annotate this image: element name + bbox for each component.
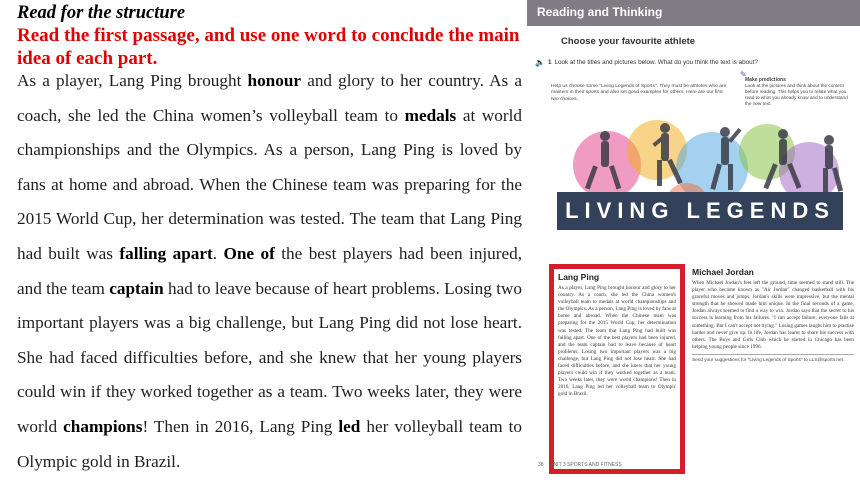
athletes-splash-artwork — [547, 110, 857, 256]
passage-text: the best players had been injured, and the team — [17, 243, 523, 298]
banner-title: LIVING LEGENDS — [565, 198, 835, 223]
pencil-icon: ✎ — [740, 70, 747, 79]
unit-label: UNIT 3 SPORTS AND FITNESS — [549, 462, 622, 468]
reading-passage — [17, 64, 522, 479]
passage-text: ! Then in 2016, Lang Ping — [142, 416, 339, 436]
passage-keyword: champions — [63, 416, 143, 436]
passage-keyword: honour — [247, 71, 302, 90]
page-header-bar — [527, 0, 860, 26]
passage-keyword: medals — [404, 105, 457, 125]
passage-text: and glory to her country. As a coach, she led the China women’s volleyball team to — [17, 71, 522, 125]
suggestion-footer: Send your suggestions for "Living Legends of Sports" to LLS@sports.net. — [692, 354, 854, 363]
page-header-title: Reading and Thinking — [537, 5, 663, 19]
michael-jordan-body: When Michael Jordan's feet left the ground, time seemed to stand still. The player who became known as "Air Jordan" changed basketball with his graceful moves and jumps. Jordan's skills were impressive, but the mental strength that he showed made him unique. In the final seconds of a game, Jordan always seemed to find a way to win. Jordan says that the secret to his success is learning from his failures. "I can accept failure; everyone fails at something. But I can't accept not trying." Losing games taught him to practise harder and never give up. In life, Jordan has learnt to share his success with others. The Boys and Girls Club which he started in Chicago has been helping young people since 1996. — [692, 280, 854, 350]
textbook-page — [527, 0, 860, 484]
michael-jordan-title: Michael Jordan — [692, 267, 754, 277]
lang-ping-title: Lang Ping — [558, 272, 600, 282]
lang-ping-body: As a player, Lang Ping brought honour and glory to her country. As a coach, she led the China women's volleyball team to medals at world championships and the Olympics. As a person, Lang Ping is loved by fans at home and abroad. When the Chinese team was preparing for the 2015 World Cup, her determination was tested. The team that Lang Ping had built was falling apart. One of the best players had been injured, and the team captain had to leave because of heart problems. Losing two important players was a big challenge, but Lang Ping did not lose heart. She had faced difficulties before, and she knew that her young players could win if they worked together as a team. Two weeks later, they were world champions! Then in 2016, Lang Ping led her volleyball team to Olympic gold in Brazil. — [558, 285, 676, 398]
passage-text: As a player, Lang Ping brought — [17, 71, 248, 90]
passage-keyword: captain — [109, 278, 164, 298]
michael-jordan-article — [688, 264, 858, 474]
task-instruction: Read the first passage, and use one word to conclude the main idea of each part. — [17, 25, 520, 69]
tip-title: Make predictions — [745, 77, 786, 83]
lang-ping-article — [549, 264, 685, 474]
intro-paragraph: Help us choose some "Living Legends of Sports". They must be athletes who are masters in their sports and also set good examples for others. Here are our first two choices. — [551, 84, 727, 102]
instruction-number: 1 — [547, 59, 552, 66]
passage-keyword: led — [338, 416, 361, 436]
slide-kicker: Read for the structure — [17, 3, 186, 23]
tip-box — [745, 77, 853, 107]
page-number: 38 — [538, 462, 544, 468]
passage-keyword: One of — [223, 243, 275, 263]
passage-text: . — [212, 243, 224, 263]
living-legends-banner — [557, 192, 843, 230]
instruction-line — [535, 58, 855, 67]
tip-body: Look at the pictures and think about the content before reading. This helps you to relate what you read to what you already know and to understand the new text. — [745, 83, 848, 107]
passage-text: at world championships and the Olympics. As a person, Lang Ping is loved by fans at home and abroad. When the Chinese team was preparing for the 2015 World Cup, her determination was tested. The team that Lang Ping had built was — [17, 105, 522, 263]
page-footer — [538, 462, 622, 468]
passage-text: her volleyball team to Olympic gold in Brazil. — [17, 416, 522, 471]
instruction-text: Look at the titles and pictures below. What do you think the text is about? — [554, 59, 758, 66]
passage-text: had to leave because of heart problems. Losing two important players was a big challenge, but Lang Ping did not lose heart. She had faced difficulties before, and she knew that her young players could win if they worked together as a team. Two weeks later, they were world — [17, 278, 522, 436]
audio-speaker-icon[interactable]: 🔈 — [535, 58, 545, 67]
page-subtitle: Choose your favourite athlete — [561, 36, 696, 47]
passage-keyword: falling apart — [119, 243, 213, 263]
